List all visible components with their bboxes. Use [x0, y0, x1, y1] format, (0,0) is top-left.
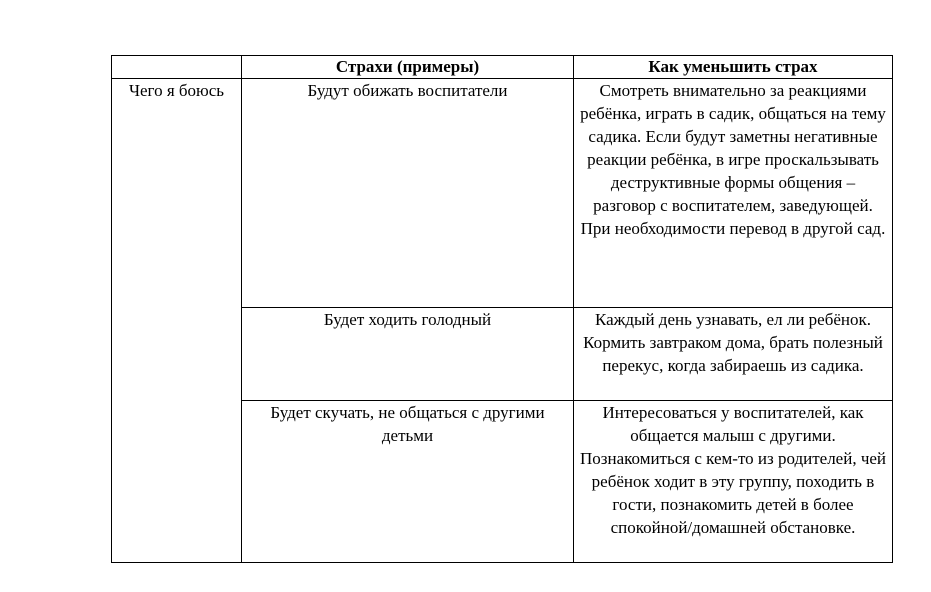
row-label-cell — [112, 79, 242, 563]
header-empty-cell — [112, 56, 242, 79]
fear-cell: Будет скучать, не общаться с другими детьми — [242, 401, 574, 563]
table-row — [112, 79, 893, 308]
header-fears: Страхи (примеры) — [242, 56, 574, 79]
fear-cell: Будут обижать воспитатели — [242, 79, 574, 308]
header-remedies: Как уменьшить страх — [574, 56, 893, 79]
remedy-cell: Смотреть внимательно за реакциями ребёнка, играть в садик, общаться на тему садика. Если будут заметны негативные реакции ребёнка, в игре проскальзывать деструктивные формы общения – разговор с воспитателем, заведующей. При необходимости перевод в другой сад. — [574, 79, 893, 308]
remedy-cell: Интересоваться у воспитателей, как общается малыш с другими. Познакомиться с кем-то из родителей, чей ребёнок ходит в эту группу, походить в гости, познакомить детей в более спокойной/домашней обстановке. — [574, 401, 893, 563]
fear-cell: Будет ходить голодный — [242, 308, 574, 401]
fears-table — [111, 55, 893, 563]
header-row — [112, 56, 893, 79]
row-label: Чего я боюсь — [128, 81, 225, 100]
remedy-cell: Каждый день узнавать, ел ли ребёнок. Кормить завтраком дома, брать полезный перекус, когда забираешь из садика. — [574, 308, 893, 401]
